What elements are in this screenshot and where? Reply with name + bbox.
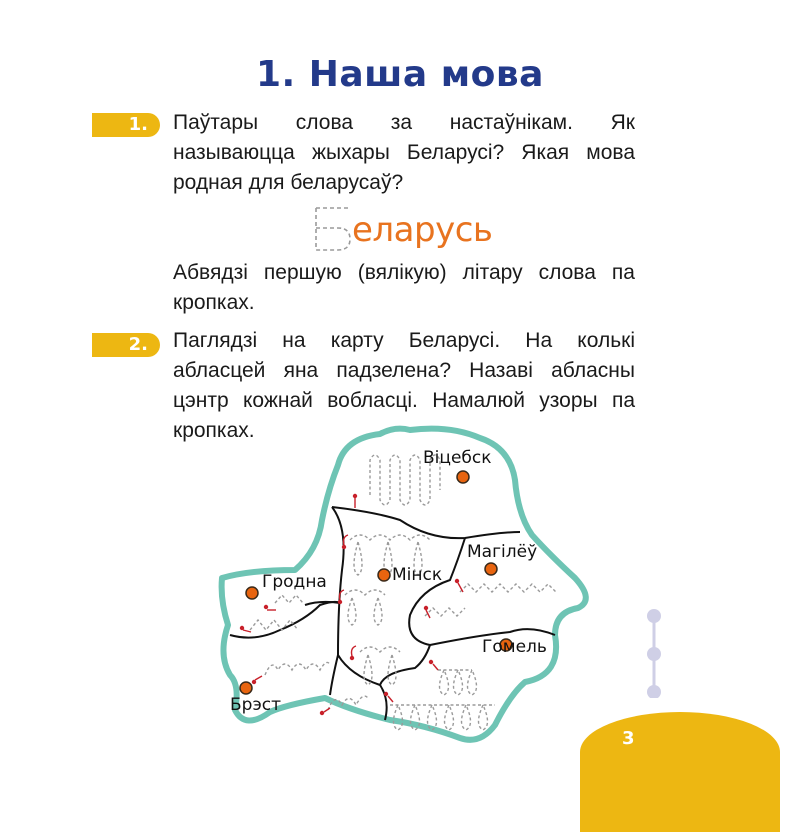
city-label-mogilev: Магілёў: [467, 542, 538, 562]
city-label-brest: Брэст: [230, 695, 282, 715]
city-label-gomel: Гомель: [482, 637, 547, 657]
trace-word-rest: еларусь: [352, 210, 493, 250]
dotted-letter-b-icon: [314, 206, 354, 252]
map-outline: [210, 420, 600, 770]
task-number-badge-2: 2.: [92, 333, 160, 357]
belarus-map: [210, 420, 600, 770]
decorative-dots-icon: [646, 608, 662, 698]
page-title: 1. Наша мова: [256, 54, 544, 95]
page-number-tab: [580, 712, 780, 832]
page-number: 3: [622, 728, 635, 749]
task-number-badge-1: 1.: [92, 113, 160, 137]
task-2-text: Паглядзі на карту Беларусі. На колькі абласцей яна падзелена? Назаві абласны цэнтр кожнай вобласці. Намалюй узоры па кропках.: [173, 329, 635, 442]
city-label-minsk: Мінск: [392, 565, 443, 585]
city-label-vitebsk: Віцебск: [423, 448, 492, 468]
task-1-instruction: Абвядзі першую (вялікую) літару слова па кропках.: [173, 261, 635, 314]
task-1-text: Паўтары слова за настаўнікам. Як называюцца жыхары Беларусі? Якая мова родная для беларусаў?: [173, 111, 635, 194]
city-label-grodno: Гродна: [262, 572, 327, 592]
